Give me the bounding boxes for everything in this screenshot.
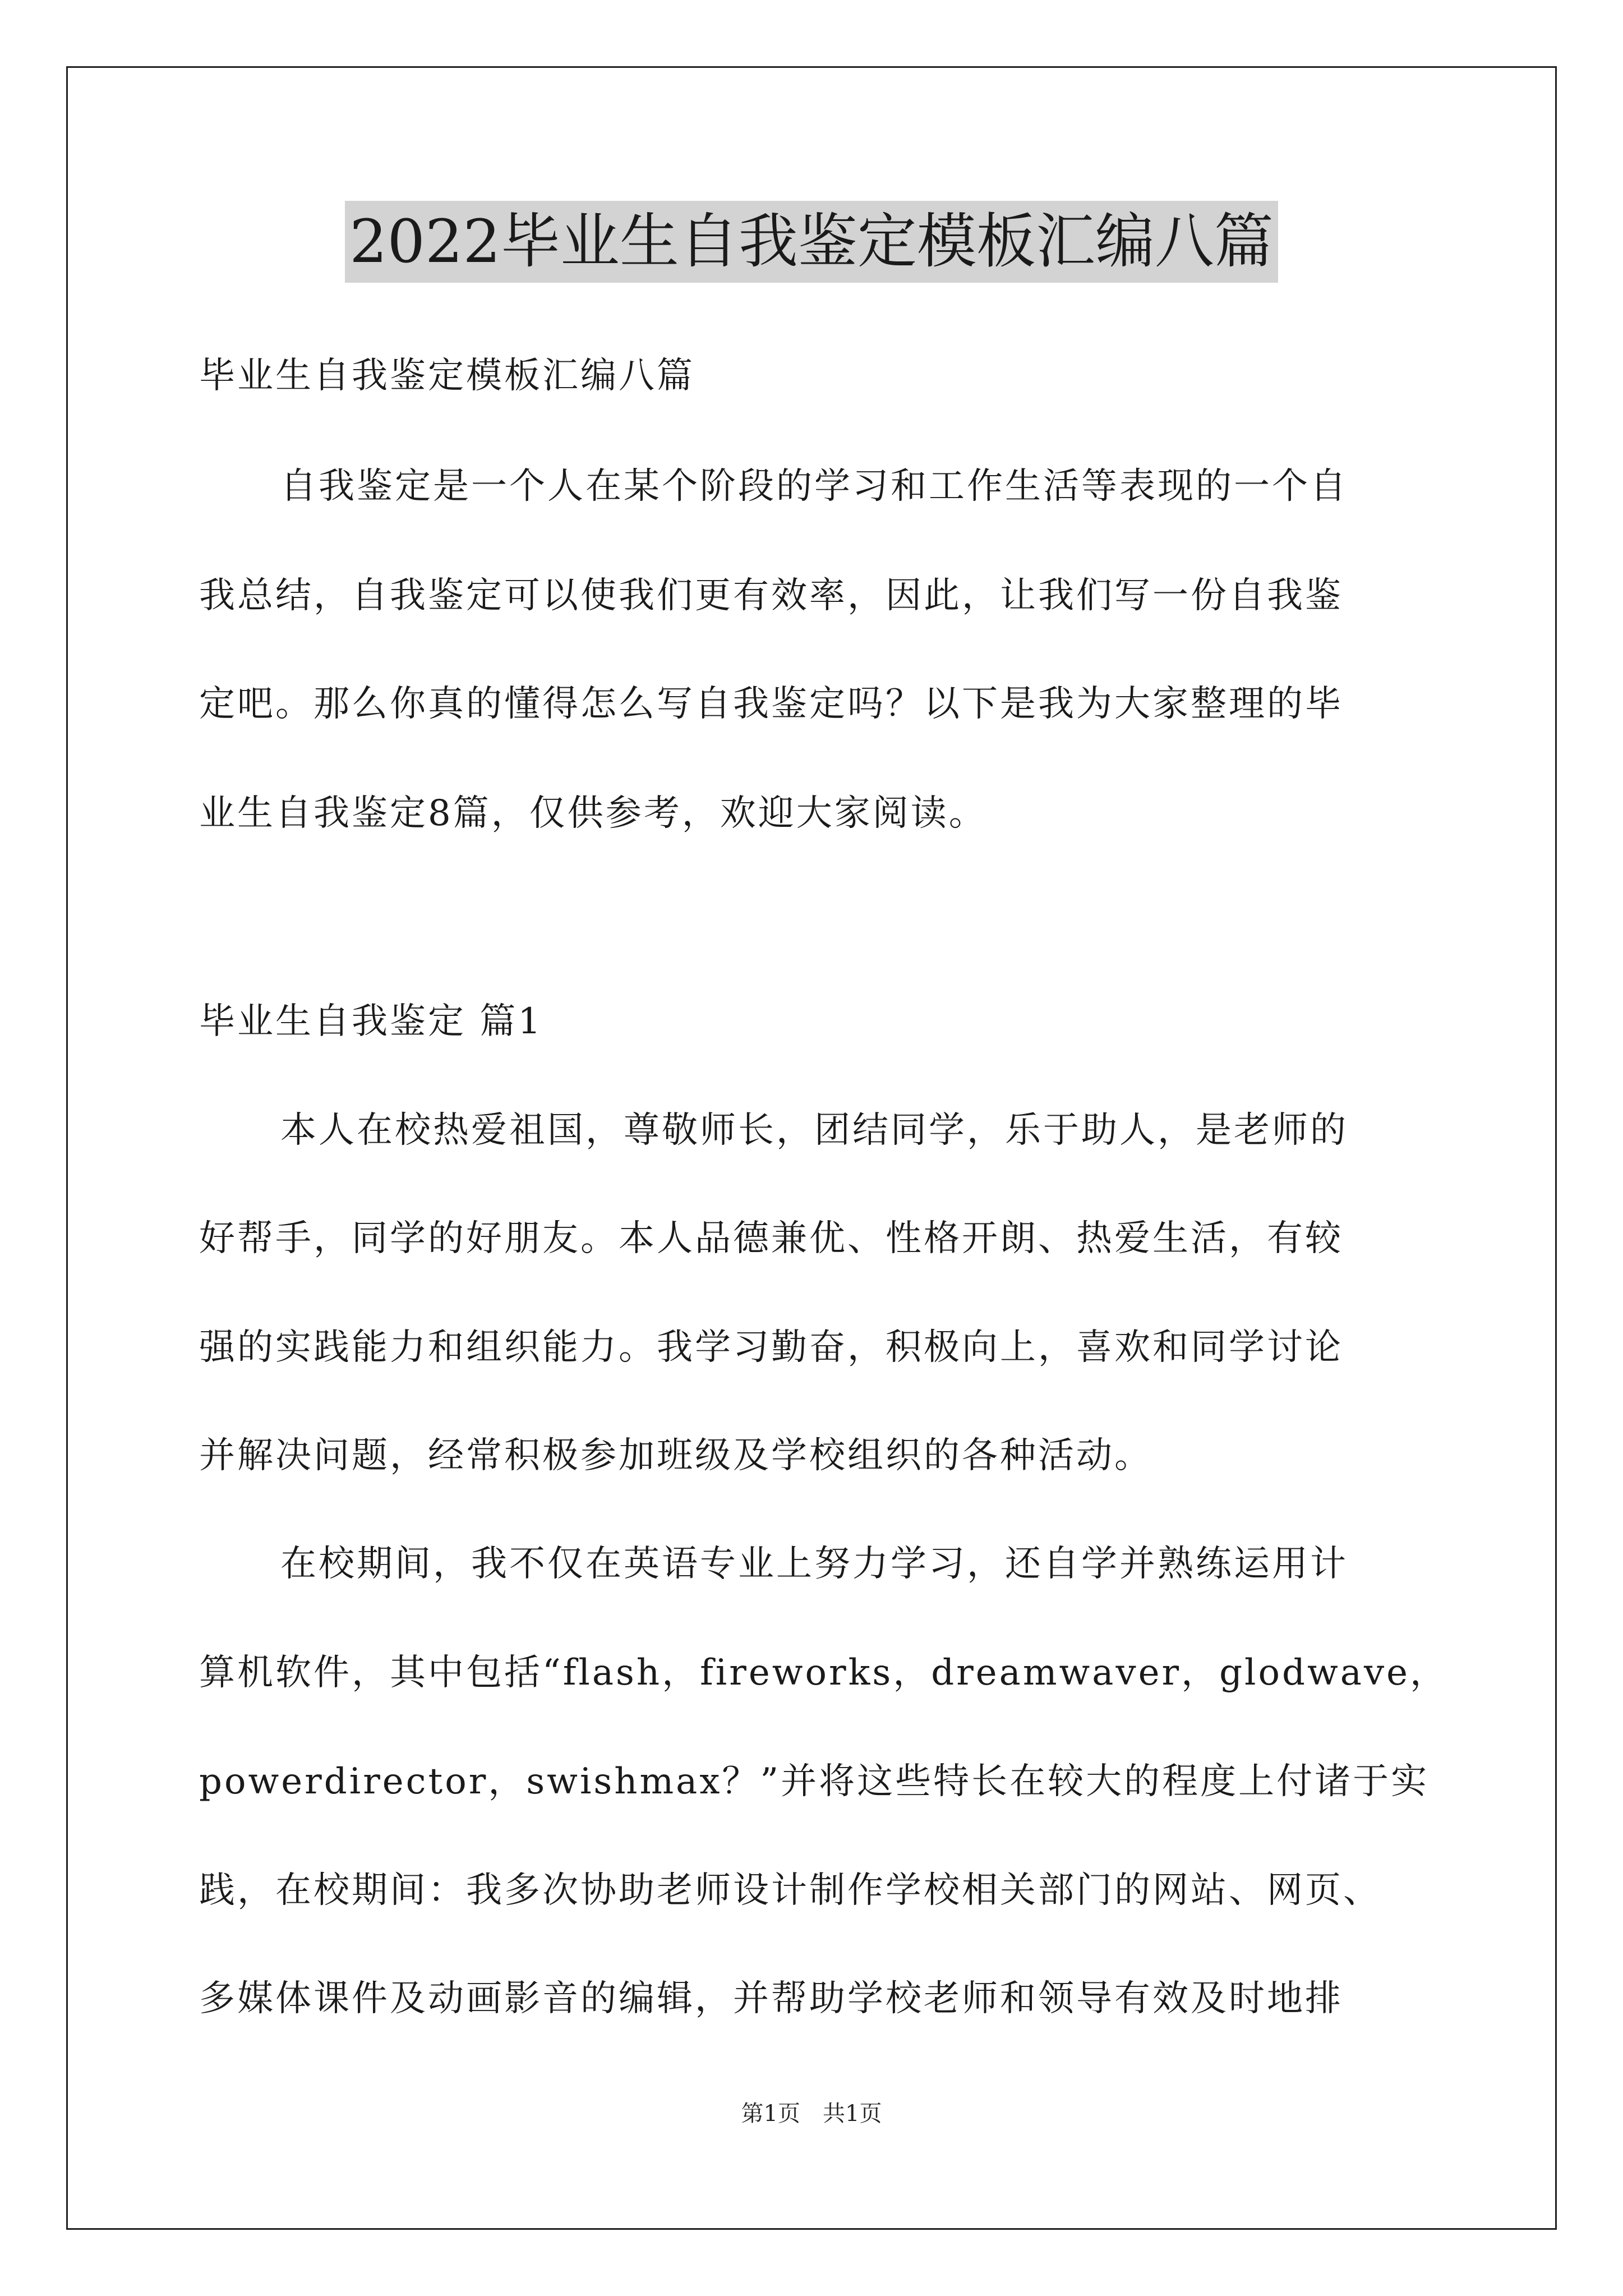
paragraph-line: 在校期间，我不仅在英语专业上努力学习，还自学并熟练运用计	[280, 1543, 1348, 1585]
page-footer: 第1页 共1页	[741, 2101, 882, 2127]
section-heading: 毕业生自我鉴定 篇1	[199, 1001, 543, 1042]
paragraph-line: 践，在校期间：我多次协助老师设计制作学校相关部门的网站、网页、	[199, 1870, 1381, 1911]
intro-line: 自我鉴定是一个人在某个阶段的学习和工作生活等表现的一个自	[280, 466, 1348, 507]
paragraph-line: 强的实践能力和组织能力。我学习勤奋，积极向上，喜欢和同学讨论	[199, 1327, 1343, 1368]
paragraph-line: 并解决问题，经常积极参加班级及学校组织的各种活动。	[199, 1435, 1152, 1476]
paragraph-line: 多媒体课件及动画影音的编辑，并帮助学校老师和领导有效及时地排	[199, 1978, 1343, 2019]
intro-line: 定吧。那么你真的懂得怎么写自我鉴定吗？以下是我为大家整理的毕	[199, 683, 1343, 725]
paragraph-line: 算机软件，其中包括“flash，fireworks，dreamwaver，glodwave，	[199, 1652, 1448, 1694]
document-subtitle: 毕业生自我鉴定模板汇编八篇	[199, 355, 695, 397]
paragraph-line: powerdirector，swishmax？”并将这些特长在较大的程度上付诸于实	[199, 1761, 1430, 1802]
title-container	[0, 201, 1623, 283]
document-title: 2022毕业生自我鉴定模板汇编八篇	[345, 201, 1278, 283]
paragraph-line: 好帮手，同学的好朋友。本人品德兼优、性格开朗、热爱生活，有较	[199, 1218, 1343, 1259]
intro-line: 我总结，自我鉴定可以使我们更有效率，因此，让我们写一份自我鉴	[199, 575, 1343, 616]
intro-line: 业生自我鉴定8篇，仅供参考，欢迎大家阅读。	[199, 793, 987, 834]
paragraph-line: 本人在校热爱祖国，尊敬师长，团结同学，乐于助人，是老师的	[280, 1110, 1348, 1151]
